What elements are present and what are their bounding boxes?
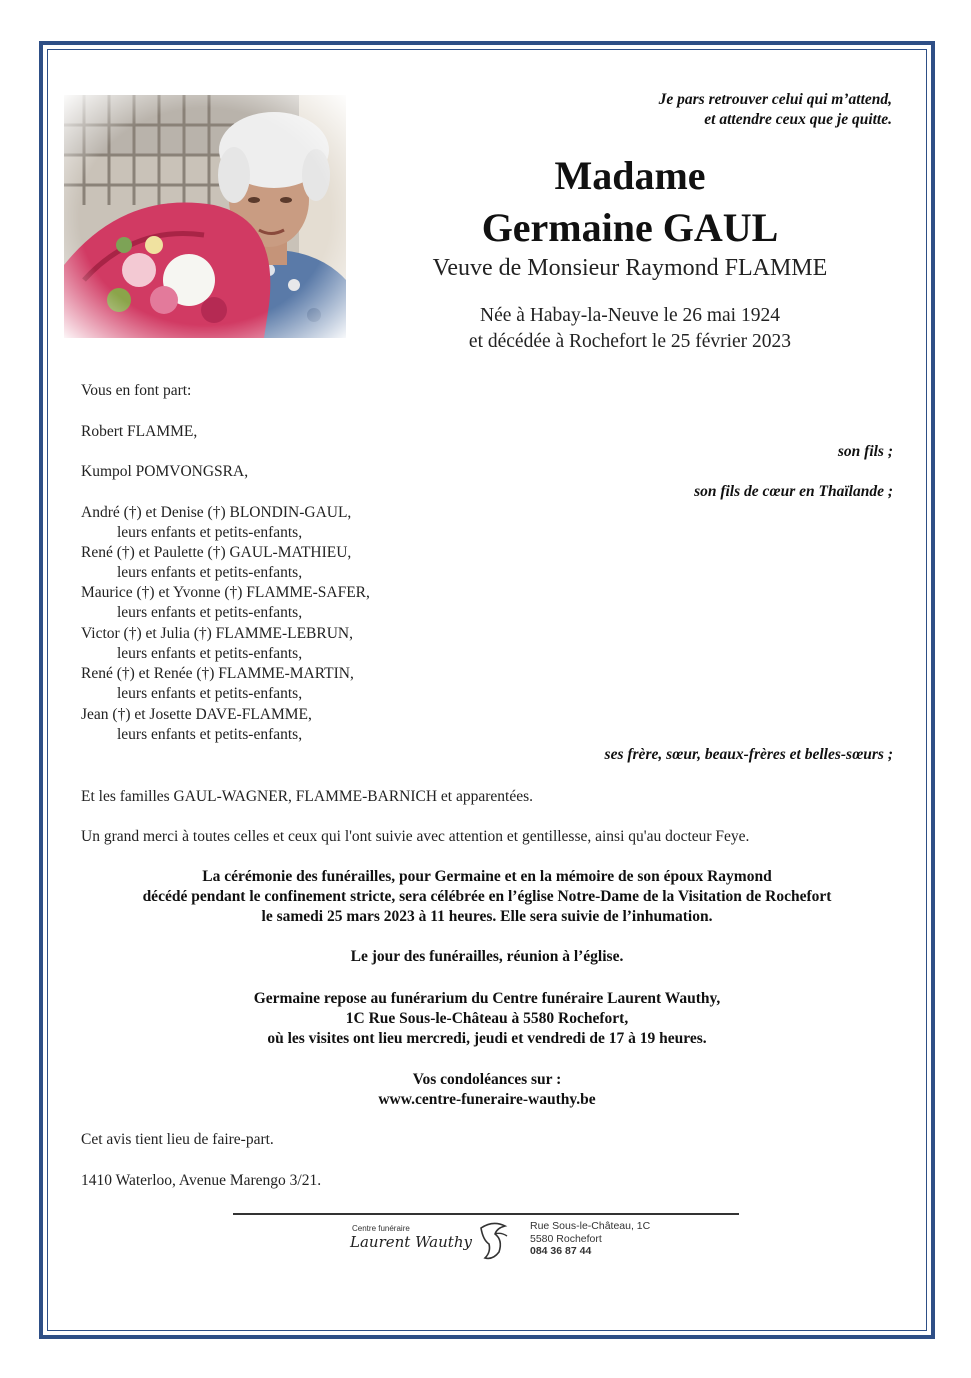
ceremony-line-2: décédé pendant le confinement stricte, sera célébrée en l’église Notre-Dame de la Visitation de Rochefort	[142, 888, 832, 905]
ceremony-line-1: La cérémonie des funérailles, pour Germaine et en la mémoire de son époux Raymond	[202, 868, 772, 885]
family-intro: Vous en font part:	[81, 382, 192, 399]
deceased-name: Germaine GAUL	[481, 205, 779, 250]
widow-of: Veuve de Monsieur Raymond FLAMME	[432, 255, 828, 281]
logo-script-text: Laurent Wauthy	[350, 1233, 472, 1251]
honorific: Madame	[554, 153, 706, 198]
dove-icon	[475, 1218, 511, 1262]
epigraph	[659, 90, 892, 130]
logo-street: Rue Sous-le-Château, 1C	[530, 1220, 651, 1232]
sibling-couple: Maurice (†) et Yvonne (†) FLAMME-SAFER,	[81, 584, 370, 601]
sibling-couple: Victor (†) et Julia (†) FLAMME-LEBRUN,	[81, 625, 353, 642]
ceremony-line-3: le samedi 25 mars 2023 à 11 heures. Elle sera suivie de l’inhumation.	[261, 908, 713, 925]
extended-families: Et les familles GAUL-WAGNER, FLAMME-BARNICH et apparentées.	[81, 788, 533, 805]
portrait-photo	[64, 95, 346, 338]
sibling-descendants: leurs enfants et petits-enfants,	[117, 645, 303, 662]
resting-line-3: où les visites ont lieu mercredi, jeudi et vendredi de 17 à 19 heures.	[267, 1030, 707, 1047]
epigraph-line-2: et attendre ceux que je quitte.	[704, 111, 892, 128]
family-address: 1410 Waterloo, Avenue Marengo 3/21.	[81, 1172, 322, 1189]
condolences-website[interactable]: www.centre-funeraire-wauthy.be	[378, 1091, 596, 1108]
son-role: son fils ;	[837, 443, 893, 460]
divider	[233, 1213, 739, 1215]
meeting-note: Le jour des funérailles, réunion à l’église.	[350, 948, 624, 965]
sibling-descendants: leurs enfants et petits-enfants,	[117, 524, 303, 541]
son-name: Robert FLAMME,	[81, 423, 198, 440]
logo-small-text: Centre funéraire	[352, 1224, 410, 1233]
heart-son-role: son fils de cœur en Thaïlande ;	[694, 483, 893, 500]
logo-phone: 084 36 87 44	[530, 1245, 592, 1257]
epigraph-line-1: Je pars retrouver celui qui m’attend,	[658, 91, 892, 108]
heart-son-name: Kumpol POMVONGSRA,	[81, 463, 249, 480]
condolences-label: Vos condoléances sur :	[412, 1071, 562, 1088]
resting-line-1: Germaine repose au funérarium du Centre funéraire Laurent Wauthy,	[253, 990, 721, 1007]
sibling-couple: Jean (†) et Josette DAVE-FLAMME,	[81, 706, 312, 723]
logo-city: 5580 Rochefort	[530, 1232, 602, 1245]
sibling-couple: André (†) et Denise (†) BLONDIN-GAUL,	[81, 504, 352, 521]
notice-statement: Cet avis tient lieu de faire-part.	[81, 1131, 274, 1148]
death-line: et décédée à Rochefort le 25 février 2023	[468, 331, 792, 352]
thanks-note: Un grand merci à toutes celles et ceux qui l'ont suivie avec attention et gentillesse, ainsi qu'au docteur Feye.	[81, 828, 750, 845]
sibling-couple: René (†) et Paulette (†) GAUL-MATHIEU,	[81, 544, 352, 561]
resting-line-2: 1C Rue Sous-le-Château à 5580 Rochefort,	[345, 1010, 629, 1027]
sibling-descendants: leurs enfants et petits-enfants,	[117, 726, 303, 743]
birth-line: Née à Habay-la-Neuve le 26 mai 1924	[480, 305, 780, 326]
sibling-descendants: leurs enfants et petits-enfants,	[117, 564, 303, 581]
funeral-home-logo	[345, 1218, 665, 1264]
sibling-descendants: leurs enfants et petits-enfants,	[117, 604, 303, 621]
logo-address	[530, 1220, 650, 1258]
sibling-descendants: leurs enfants et petits-enfants,	[117, 685, 303, 702]
sibling-couple: René (†) et Renée (†) FLAMME-MARTIN,	[81, 665, 354, 682]
siblings-role: ses frère, sœur, beaux-frères et belles-sœurs ;	[604, 746, 893, 763]
